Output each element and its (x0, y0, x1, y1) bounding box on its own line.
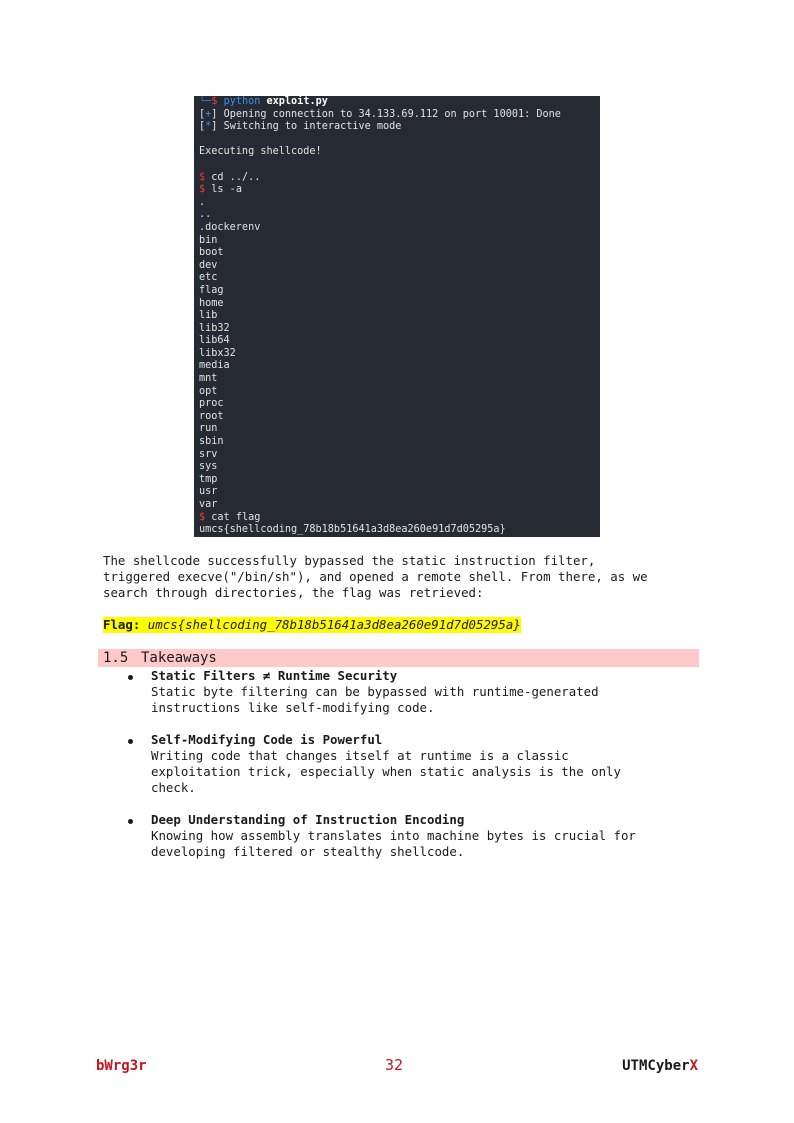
flag-output-line: umcs{shellcoding_78b18b51641a3d8ea260e91d7d05295a} (199, 524, 506, 536)
prompt-symbol: $ (199, 511, 206, 523)
dir-entry: flag (199, 284, 224, 296)
page-number: 32 (385, 1056, 404, 1074)
terminal-status-line: [*] Switching to interactive mode (199, 121, 402, 133)
dir-entry: media (199, 360, 230, 372)
status-text: Opening connection to 34.133.69.112 on port 10001: Done (223, 108, 561, 120)
run-command: python (223, 96, 261, 107)
dir-entry: usr (199, 486, 218, 498)
terminal-screenshot (194, 96, 600, 537)
terminal-output-line: Executing shellcode! (199, 146, 322, 158)
command-text: ls -a (211, 184, 242, 196)
paragraph-line: triggered execve("/bin/sh"), and opened a remote shell. From there, as we (103, 569, 648, 584)
footer-team-main: UTMCyber (622, 1058, 690, 1074)
dir-entry: .. (199, 209, 212, 221)
terminal-blank-line (199, 159, 600, 172)
takeaway-body-line: Writing code that changes itself at runtime is a classic (151, 748, 569, 763)
dir-entry: .dockerenv (199, 221, 261, 233)
dir-entry: tmp (199, 473, 218, 485)
section-title: Takeaways (141, 650, 217, 666)
run-argument: exploit.py (266, 96, 328, 107)
bullet-icon (128, 739, 133, 744)
dir-entry: sys (199, 461, 218, 473)
dir-entry: srv (199, 448, 218, 460)
prompt-symbol: $ (199, 184, 206, 196)
flag-value: umcs{shellcoding_78b18b51641a3d8ea260e91d7d05295a} (147, 617, 521, 632)
dir-entry: mnt (199, 373, 218, 385)
dir-entry: root (199, 410, 224, 422)
dir-entry: boot (199, 247, 224, 259)
section-number: 1.5 (103, 650, 129, 666)
bullet-icon (128, 675, 133, 680)
prompt-corner: └─ (199, 96, 212, 107)
terminal-command-line (199, 512, 600, 525)
takeaway-body-line: instructions like self-modifying code. (151, 700, 435, 715)
takeaway-body-line: check. (151, 780, 196, 795)
takeaway-body-line: Knowing how assembly translates into machine bytes is crucial for (151, 828, 636, 843)
dir-entry: lib32 (199, 322, 230, 334)
takeaway-title: Deep Understanding of Instruction Encoding (151, 812, 465, 827)
takeaway-title: Self-Modifying Code is Powerful (151, 732, 383, 747)
terminal-prompt-line (199, 96, 600, 109)
dir-entry: var (199, 499, 218, 510)
terminal-status-line: [+] Opening connection to 34.133.69.112 on port 10001: Done (199, 108, 561, 120)
prompt-symbol: $ (211, 96, 218, 107)
footer-team-accent: X (689, 1058, 698, 1074)
dir-entry: dev (199, 259, 218, 271)
dir-entry: proc (199, 398, 224, 410)
command-text: cat flag (211, 511, 261, 523)
takeaway-body-line: developing filtered or stealthy shellcode. (151, 844, 465, 859)
status-plus-mark: + (205, 108, 212, 120)
dir-entry: lib (199, 310, 218, 322)
takeaway-body-line: Static byte filtering can be bypassed with runtime-generated (151, 684, 599, 699)
paragraph-line: The shellcode successfully bypassed the static instruction filter, (103, 553, 596, 568)
takeaway-title: Static Filters ≠ Runtime Security (151, 668, 398, 683)
terminal-command-line (199, 172, 600, 185)
command-text: cd ../.. (211, 171, 261, 183)
terminal-command-line (199, 184, 600, 197)
dir-entry: home (199, 297, 224, 309)
footer-author: bWrg3r (96, 1058, 147, 1074)
explanation-paragraph (103, 553, 703, 601)
bullet-icon (128, 819, 133, 824)
dir-entry: bin (199, 234, 218, 246)
flag-label: Flag: (103, 617, 141, 632)
footer-team (622, 1057, 698, 1075)
dir-entry: libx32 (199, 347, 236, 359)
section-header (98, 649, 699, 667)
takeaway-body-line: exploitation trick, especially when static analysis is the only (151, 764, 621, 779)
flag-highlight (103, 617, 521, 633)
dir-entry: etc (199, 272, 218, 284)
status-star-mark: * (205, 121, 212, 133)
dir-entry: lib64 (199, 335, 230, 347)
paragraph-line: search through directories, the flag was retrieved: (103, 585, 484, 600)
status-text: Switching to interactive mode (223, 121, 402, 133)
dir-entry: sbin (199, 436, 224, 448)
dir-entry: run (199, 423, 218, 435)
dir-entry: . (199, 196, 206, 208)
terminal-blank-line (199, 134, 600, 147)
dir-entry: opt (199, 385, 218, 397)
prompt-symbol: $ (199, 171, 206, 183)
